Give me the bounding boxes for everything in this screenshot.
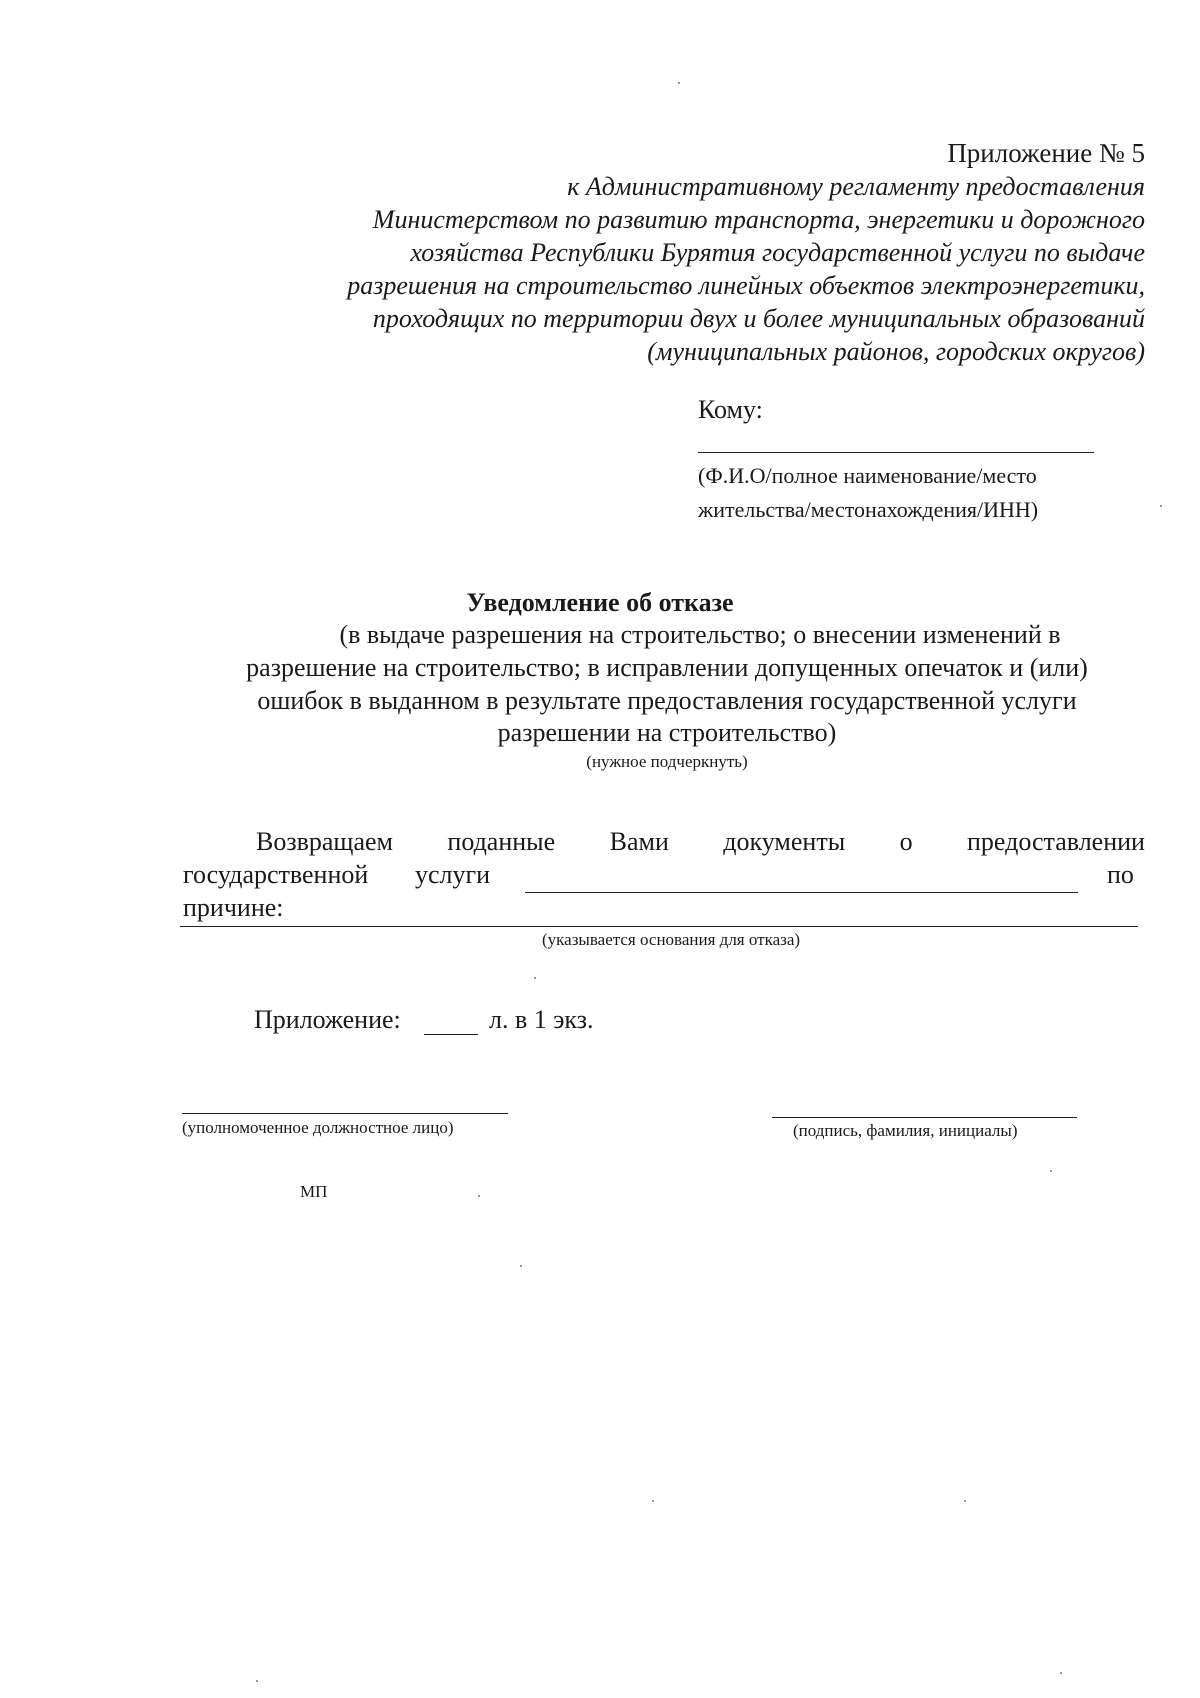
reason-hint: (указывается основания для отказа) <box>542 930 801 949</box>
scan-speck <box>478 1195 480 1197</box>
body-word-4: документы <box>723 827 846 856</box>
appendix-ref-line-1: к Административному регламенту предоставления <box>567 172 1145 201</box>
scan-speck <box>256 1680 258 1682</box>
underline-hint: (нужное подчеркнуть) <box>586 752 748 771</box>
scan-speck <box>534 977 536 979</box>
body-word-6: предоставлении <box>967 827 1145 856</box>
recipient-hint-2: жительства/местонахождения/ИНН) <box>698 497 1039 522</box>
body-line-2-end: по <box>1107 860 1134 889</box>
notice-title: Уведомление об отказе <box>466 588 734 617</box>
notice-subtitle-2: разрешение на строительство; в исправлении допущенных опечаток и (или) <box>246 653 1088 682</box>
appendix-ref-line-6: (муниципальных районов, городских округов) <box>647 337 1145 366</box>
scan-speck <box>1160 505 1162 507</box>
body-word-2: поданные <box>447 827 556 856</box>
scan-speck <box>1060 1672 1062 1674</box>
scan-speck <box>1050 1170 1052 1172</box>
body-word-5: о <box>899 827 913 856</box>
appendix-number: Приложение № 5 <box>947 138 1145 168</box>
reason-line <box>180 926 1138 927</box>
body-word-3: Вами <box>609 827 669 856</box>
recipient-line <box>698 452 1094 453</box>
attachment-suffix: л. в 1 экз. <box>489 1005 594 1034</box>
attachment-pages-blank <box>424 1034 478 1035</box>
scan-speck <box>678 82 680 84</box>
recipient-hint-1: (Ф.И.О/полное наименование/место <box>698 463 1037 488</box>
notice-subtitle-1: (в выдаче разрешения на строительство; о внесении изменений в <box>339 620 1061 649</box>
appendix-ref-line-4: разрешения на строительство линейных объектов электроэнергетики, <box>347 271 1145 300</box>
official-line <box>182 1113 508 1114</box>
body-line-2-start: государственной <box>183 860 369 889</box>
official-hint: (уполномоченное должностное лицо) <box>182 1118 454 1137</box>
body-word-1: Возвращаем <box>256 827 393 856</box>
notice-subtitle-4: разрешении на строительство) <box>497 718 837 747</box>
appendix-ref-line-2: Министерством по развитию транспорта, энергетики и дорожного <box>372 205 1145 234</box>
signature-line <box>772 1117 1077 1118</box>
scan-speck <box>652 1500 654 1502</box>
notice-subtitle-3: ошибок в выданном в результате предоставления государственной услуги <box>257 686 1077 715</box>
recipient-label: Кому: <box>698 395 763 424</box>
appendix-ref-line-3: хозяйства Республики Бурятия государственной услуги по выдаче <box>410 238 1145 267</box>
body-line-2-word: услуги <box>415 860 491 889</box>
attachment-label: Приложение: <box>254 1005 401 1034</box>
stamp-placeholder: МП <box>300 1182 328 1201</box>
appendix-ref-line-5: проходящих по территории двух и более муниципальных образований <box>372 304 1145 333</box>
scan-speck <box>964 1500 966 1502</box>
service-name-line <box>525 892 1078 893</box>
scan-speck <box>520 1265 522 1267</box>
body-line-1 <box>256 827 1145 857</box>
signature-hint: (подпись, фамилия, инициалы) <box>793 1121 1018 1140</box>
body-line-3: причине: <box>183 893 284 922</box>
